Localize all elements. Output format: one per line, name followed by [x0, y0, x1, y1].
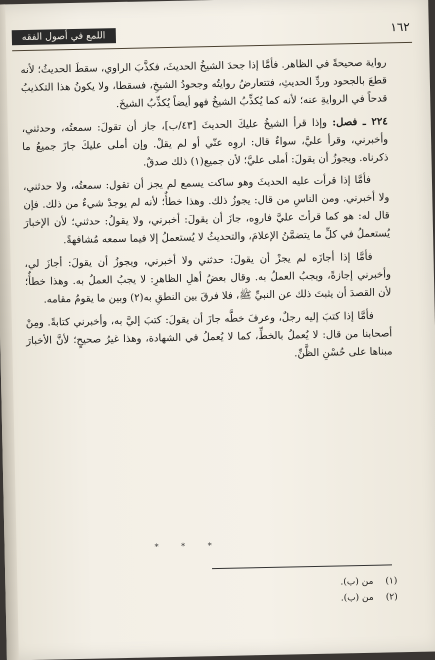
section-label: ٢٢٤ ـ فصل: — [332, 116, 388, 129]
paragraph-2 — [22, 113, 389, 174]
running-title: اللمع في أصول الفقه — [12, 28, 116, 45]
footnote-text: من (ب). — [340, 576, 374, 588]
page-header — [12, 20, 412, 51]
footnote-rule — [212, 564, 392, 569]
section-separator: * * * — [154, 540, 222, 552]
paragraph-4: فأمَّا إذا أجازَه لم يجزْ أن يقولَ: حدثني ولا أخبرني، ويجوزُ أن يقولَ: أجازَ لي، وأخبرني إجازةً، ويجبُ العملُ به. وقال بعضُ أهلِ الظاهرِ: لا يجبُ العملُ به. وهذا خطأٌ؛ لأن القصدَ أن يثبتَ ذلك عن النبيِّ ﷺ، فلا فرقَ بين النطقِ به(٢) وبين ما يقومُ مقامه. — [24, 251, 392, 306]
paragraph-1: رواية صحيحةً في الظاهر. فأمَّا إذا جحدَ الشيخُ الحديثَ، فكذَّبَ الراوي، سقطَ الحديثُ؛ لأنه قطعَ بالجحود وردِّ الحديثِ، فتتعارضُ روايتُه وجحودُ الشيخِ، فسقطا، ولا يكونُ هذا التكذيبُ قدحاً في الروايةِ عنه؛ لأنه كما يُكذِّبُ الشيخُ فهو أيضاً يُكذِّبُ الشيخَ. — [20, 57, 388, 110]
footnote-2 — [32, 592, 398, 610]
paragraph-3: فأمَّا إذا قرأت عليه الحديثَ وهو ساكت يسمع لم يجز أن تقول: سمعتُه، ولا حدثني، ولا أخبرني. ومن الناسِ من قال: يجوزُ ذلك. وهذا خطأٌ؛ لأنه لم يوجدْ شيءٌ من ذلك. فإن قال له: هو كما قرأتَ عليَّ فاروِه، جازَ أن يقولَ: أخبرني، ولا يقولُ: حدثني؛ لأن الإخبارَ يُستعملُ في كلِّ ما يتضمَّنُ الإعلامَ، والتحديثُ لا يُستعملُ إلا فيما سمعه مُشافهةً. — [22, 175, 391, 247]
page-gutter — [0, 4, 19, 660]
footnote-number: (٢) — [385, 592, 398, 603]
page-body — [20, 54, 392, 373]
footnote-number: (١) — [385, 576, 398, 587]
footnote-text: من (ب). — [340, 592, 374, 604]
footnote-1 — [31, 576, 397, 594]
paragraph-2-text: وإذا قرأ الشيخُ عليكَ الحديثَ [٤٣/ب]، جاز أن تقولَ: سمعتُه، وحدثني، وأخبرني، وقرأ عليَّ، سواءٌ قال: اروِه عنّي أو لم يقلْ. وإن أملى عليكَ جازَ جميعُ ما ذكرناه. ويجوزُ أن يقولَ: أملى عليَّ؛ لأن جميع(١) ذلك صدقٌ. — [21, 117, 389, 169]
page-number: ١٦٢ — [390, 19, 410, 35]
paragraph-5: فأمَّا إذا كتبَ إليه رجلٌ، وعرفَ خطَّه جازَ أن يقولَ: كتبَ إليَّ به، وأخبرني كتابةً. ومِنْ أصحابنا من قال: لا يُعملُ بالخطِّ، كما لا يُعملُ في الشهادة، وهذا غيرُ صحيحٍ؛ لأنَّ الأخبارَ مبناها على حُسْنِ الظَّنِّ. — [25, 310, 393, 359]
